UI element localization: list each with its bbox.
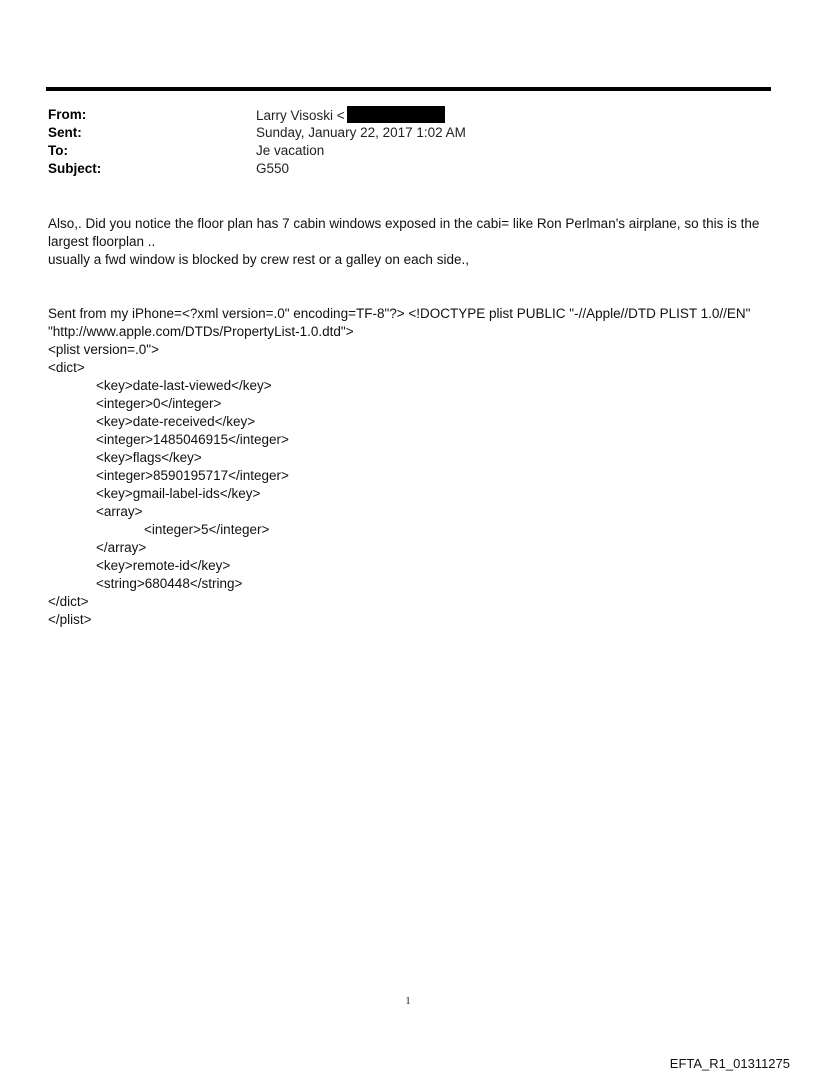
header-divider <box>46 87 771 91</box>
plist-line: <integer>0</integer> <box>96 396 222 411</box>
plist-line: <key>flags</key> <box>96 450 202 465</box>
plist-line: <key>remote-id</key> <box>96 558 231 573</box>
plist-line: </array> <box>96 540 147 555</box>
from-label: From: <box>48 107 87 122</box>
sent-value: Sunday, January 22, 2017 1:02 AM <box>256 125 466 140</box>
plist-line: <integer>5</integer> <box>144 522 270 537</box>
email-header <box>48 106 768 178</box>
subject-row <box>48 160 768 178</box>
sent-row <box>48 124 768 142</box>
signature-plist-block <box>48 305 773 629</box>
to-label: To: <box>48 143 68 158</box>
to-value: Je vacation <box>256 143 325 158</box>
plist-line: <plist version=.0"> <box>48 342 159 357</box>
from-value <box>256 106 445 124</box>
to-row <box>48 142 768 160</box>
redaction-box <box>347 106 445 123</box>
subject-value: G550 <box>256 161 290 176</box>
body-line: usually a fwd window is blocked by crew rest or a galley on each side., <box>48 252 469 267</box>
from-sender: Larry Visoski < <box>256 108 345 123</box>
plist-line: "http://www.apple.com/DTDs/PropertyList-1.0.dtd"> <box>48 324 354 339</box>
from-row <box>48 106 768 124</box>
plist-line: <dict> <box>48 360 85 375</box>
plist-line: <key>gmail-label-ids</key> <box>96 486 261 501</box>
sent-label: Sent: <box>48 125 82 140</box>
body-line: Also,. Did you notice the floor plan has 7 cabin windows exposed in the cabi= like Ron Perlman's airplane, so this is the <box>48 216 760 231</box>
body-line: largest floorplan .. <box>48 234 156 249</box>
plist-line: <array> <box>96 504 143 519</box>
page-number: 1 <box>405 995 411 1007</box>
plist-line: <key>date-last-viewed</key> <box>96 378 272 393</box>
email-body <box>48 215 773 269</box>
plist-line: <key>date-received</key> <box>96 414 256 429</box>
plist-line: </plist> <box>48 612 92 627</box>
plist-line: <integer>8590195717</integer> <box>96 468 289 483</box>
document-id: EFTA_R1_01311275 <box>669 1056 790 1071</box>
plist-line: </dict> <box>48 594 89 609</box>
subject-label: Subject: <box>48 161 102 176</box>
plist-line: <string>680448</string> <box>96 576 243 591</box>
plist-line: <integer>1485046915</integer> <box>96 432 289 447</box>
plist-line: Sent from my iPhone=<?xml version=.0" encoding=TF-8"?> <!DOCTYPE plist PUBLIC "-//Apple//DTD PLIST 1.0//EN" <box>48 306 751 321</box>
